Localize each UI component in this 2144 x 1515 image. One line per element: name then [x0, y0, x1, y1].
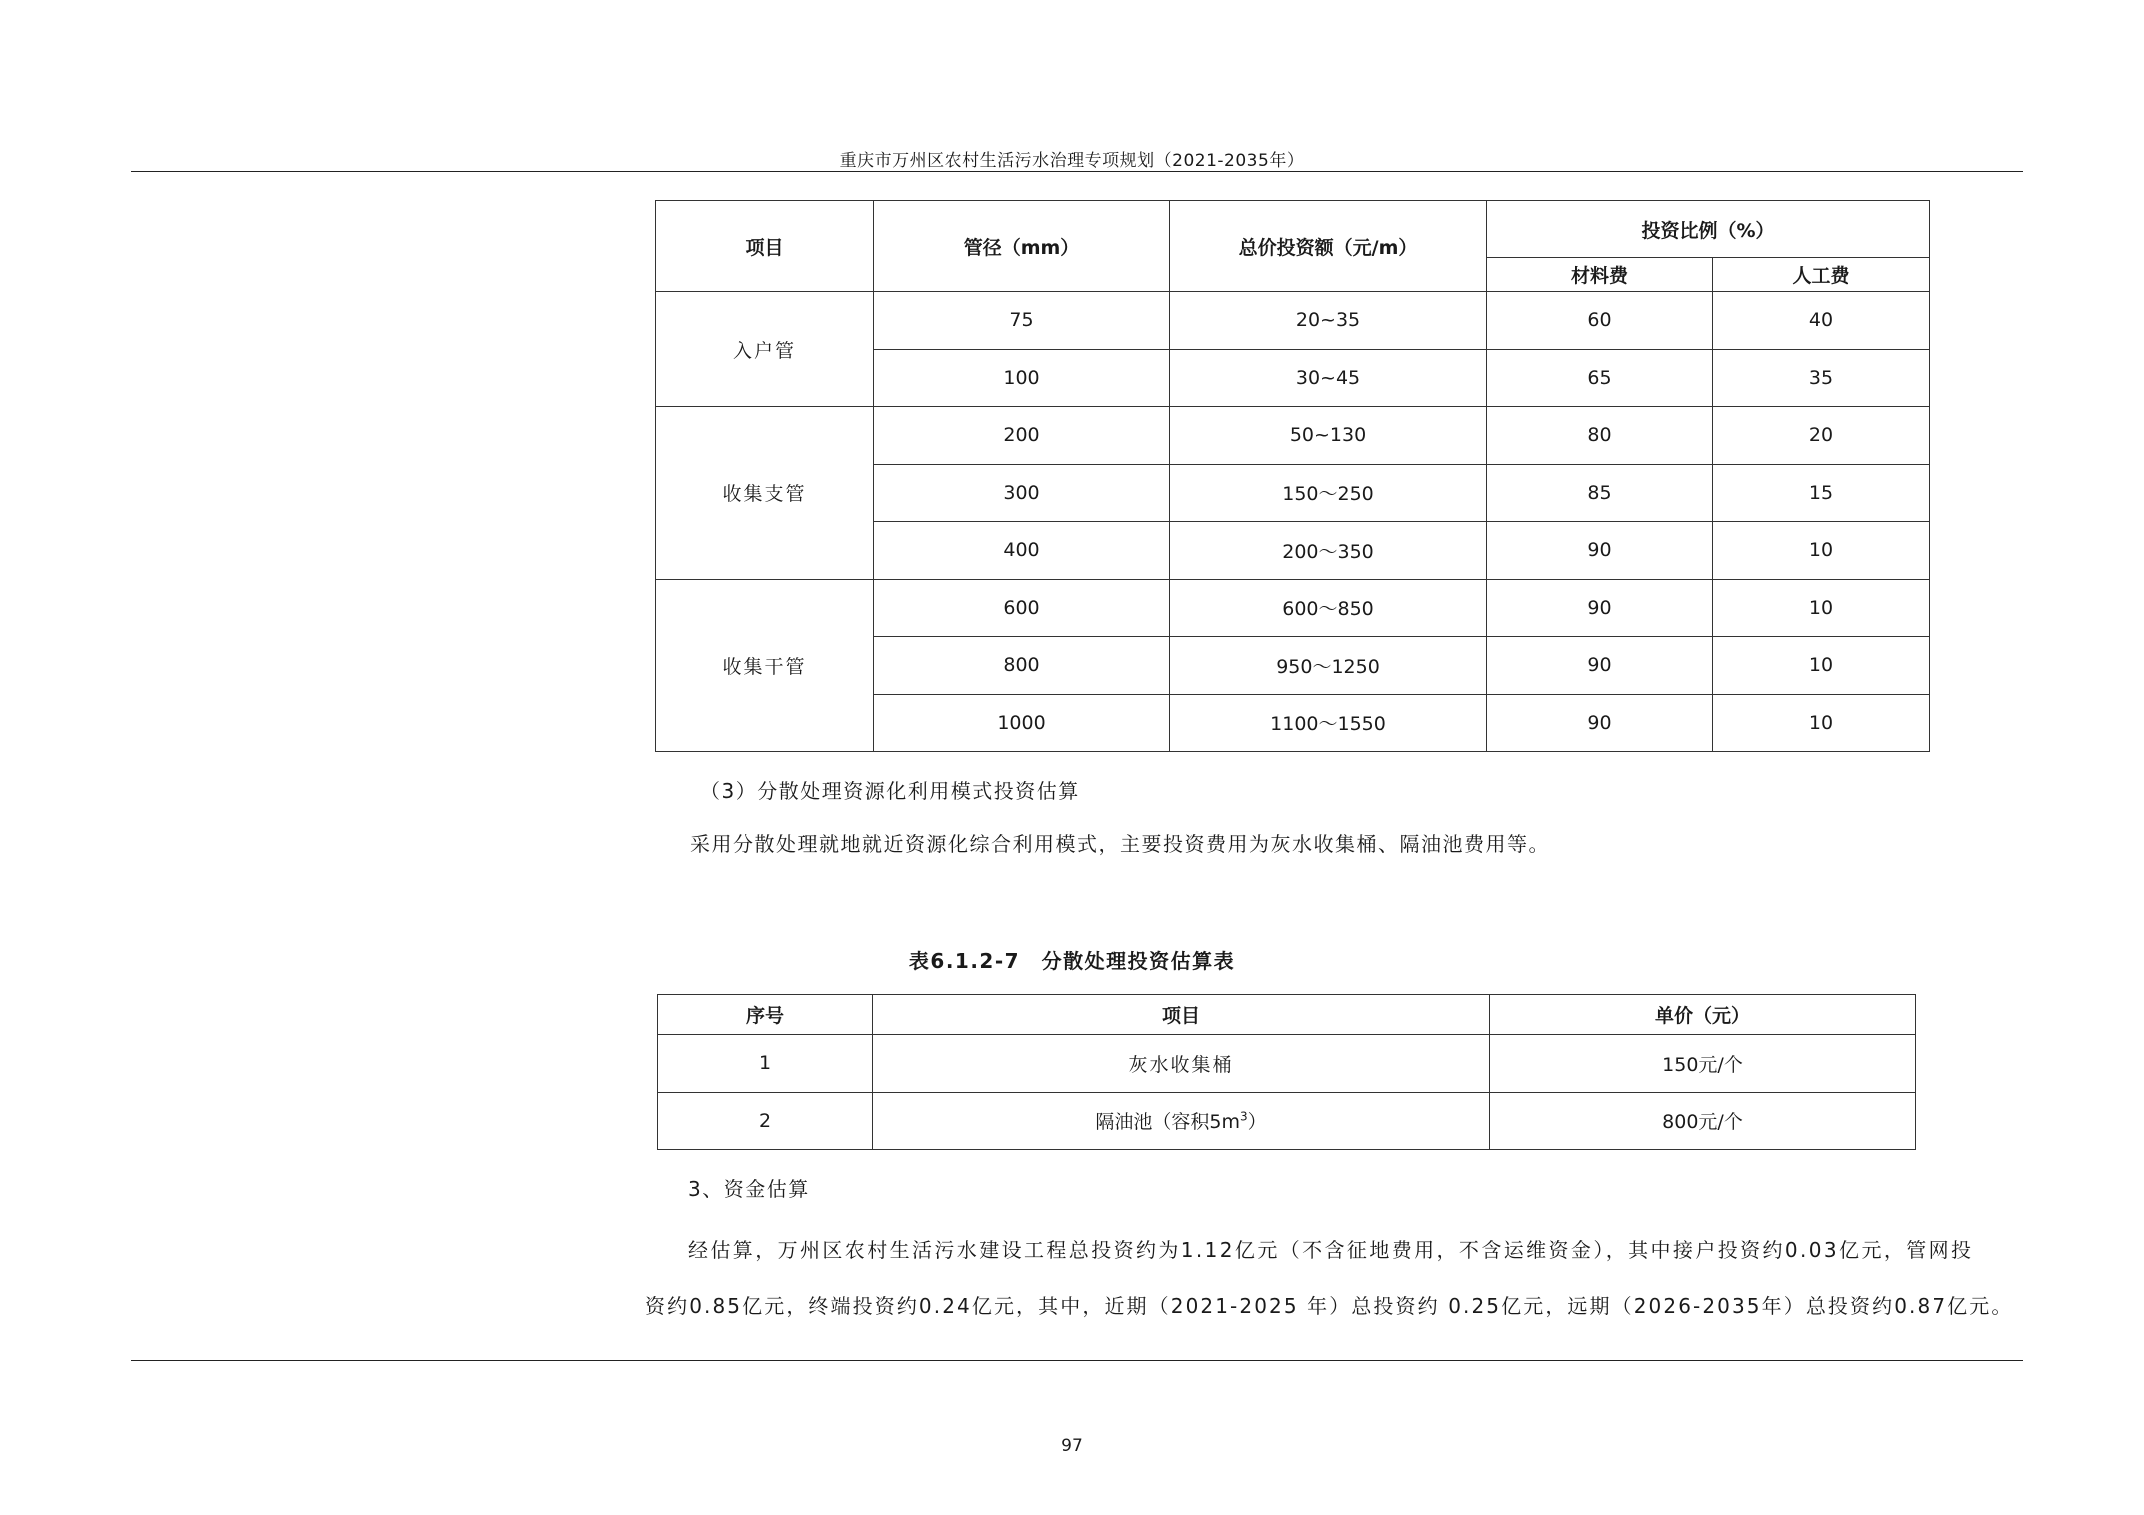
- funding-paragraph-line: 经估算，万州区农村生活污水建设工程总投资约为1.12亿元（不含征地费用，不含运维资金），其中接户投资约0.03亿元，管网投: [688, 1238, 1974, 1262]
- cell-invest: 1100～1550: [1170, 694, 1487, 752]
- cell-labor: 15: [1713, 464, 1930, 522]
- cell-diameter: 100: [874, 349, 1170, 407]
- cell-item: 灰水收集桶: [873, 1035, 1490, 1093]
- table-header-row: [658, 995, 1916, 1035]
- table-header-row: [656, 201, 1930, 258]
- cell-invest: 50~130: [1170, 407, 1487, 465]
- cell-labor: 10: [1713, 579, 1930, 637]
- cell-diameter: 200: [874, 407, 1170, 465]
- cell-invest: 150～250: [1170, 464, 1487, 522]
- table-row: [656, 407, 1930, 465]
- cell-material: 60: [1487, 292, 1713, 350]
- cell-labor: 10: [1713, 694, 1930, 752]
- cell-no: 2: [658, 1092, 873, 1150]
- group-label: 收集支管: [656, 407, 874, 580]
- col-header-total-invest: 总价投资额（元/m）: [1170, 201, 1487, 292]
- header-rule: [131, 171, 2023, 172]
- cell-material: 80: [1487, 407, 1713, 465]
- group-label: 收集干管: [656, 579, 874, 752]
- footer-rule: [131, 1360, 2023, 1361]
- table-row: [658, 1035, 1916, 1093]
- cell-material: 90: [1487, 694, 1713, 752]
- col-header-material: 材料费: [1487, 258, 1713, 292]
- section-heading: （3）分散处理资源化利用模式投资估算: [700, 779, 1080, 803]
- cell-invest: 30~45: [1170, 349, 1487, 407]
- cell-diameter: 300: [874, 464, 1170, 522]
- cell-invest: 600～850: [1170, 579, 1487, 637]
- cell-invest: 950～1250: [1170, 637, 1487, 695]
- cell-price: 800元/个: [1490, 1092, 1916, 1150]
- col-header-ratio: 投资比例（%）: [1487, 201, 1930, 258]
- table-row: [658, 1092, 1916, 1150]
- funding-paragraph-line: 资约0.85亿元，终端投资约0.24亿元，其中，近期（2021-2025 年）总投资约 0.25亿元，远期（2026-2035年）总投资约0.87亿元。: [645, 1294, 2014, 1318]
- cell-material: 85: [1487, 464, 1713, 522]
- cell-labor: 10: [1713, 637, 1930, 695]
- cell-labor: 35: [1713, 349, 1930, 407]
- cell-no: 1: [658, 1035, 873, 1093]
- scatter-investment-table: [657, 994, 1916, 1150]
- cell-diameter: 800: [874, 637, 1170, 695]
- cell-labor: 40: [1713, 292, 1930, 350]
- page-number: 97: [1061, 1436, 1083, 1456]
- cell-diameter: 75: [874, 292, 1170, 350]
- table-caption: 表6.1.2-7 分散处理投资估算表: [908, 949, 1236, 973]
- col-header-item: 项目: [873, 995, 1490, 1035]
- group-label: 入户管: [656, 292, 874, 407]
- cell-labor: 20: [1713, 407, 1930, 465]
- cell-material: 90: [1487, 579, 1713, 637]
- pipe-investment-table: [655, 200, 1930, 752]
- col-header-item: 项目: [656, 201, 874, 292]
- col-header-labor: 人工费: [1713, 258, 1930, 292]
- cell-material: 90: [1487, 522, 1713, 580]
- col-header-no: 序号: [658, 995, 873, 1035]
- table-row: [656, 579, 1930, 637]
- cell-item: 隔油池（容积$5m^3$）: [873, 1092, 1490, 1150]
- cell-invest: 20~35: [1170, 292, 1487, 350]
- document-header-title: 重庆市万州区农村生活污水治理专项规划（2021-2035年）: [839, 151, 1305, 171]
- cell-diameter: 1000: [874, 694, 1170, 752]
- section-body: 采用分散处理就地就近资源化综合利用模式，主要投资费用为灰水收集桶、隔油池费用等。: [690, 832, 1550, 856]
- cell-price: 150元/个: [1490, 1035, 1916, 1093]
- cell-labor: 10: [1713, 522, 1930, 580]
- funding-heading: 3、资金估算: [688, 1177, 810, 1201]
- cell-diameter: 600: [874, 579, 1170, 637]
- col-header-diameter: 管径（mm）: [874, 201, 1170, 292]
- col-header-price: 单价（元）: [1490, 995, 1916, 1035]
- cell-invest: 200～350: [1170, 522, 1487, 580]
- table-row: [656, 292, 1930, 350]
- cell-material: 65: [1487, 349, 1713, 407]
- cell-diameter: 400: [874, 522, 1170, 580]
- cell-material: 90: [1487, 637, 1713, 695]
